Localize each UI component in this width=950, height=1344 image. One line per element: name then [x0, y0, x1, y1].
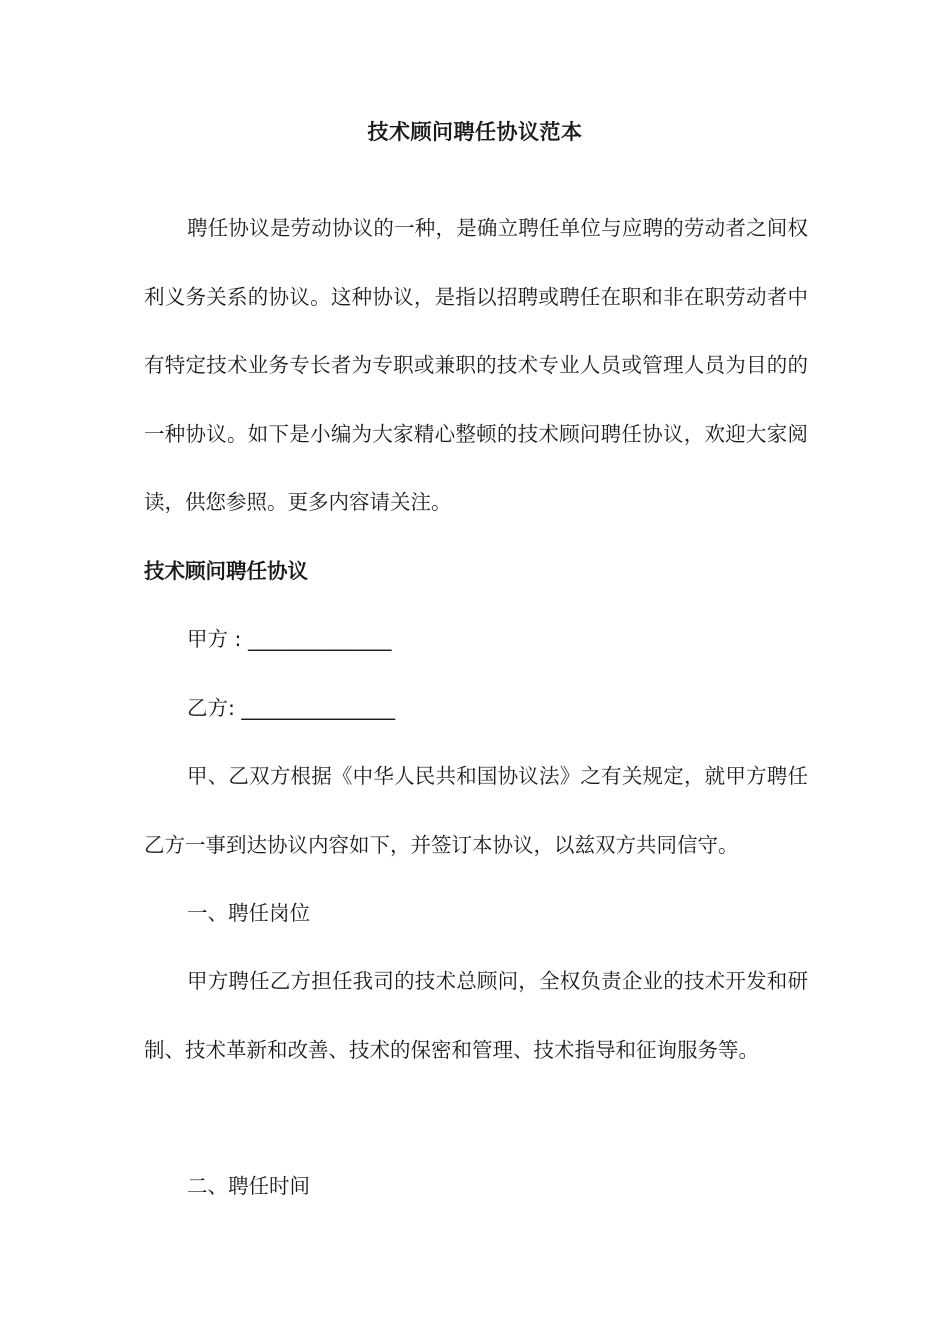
party-a-line: 甲方 : ______________ [187, 627, 392, 651]
intro-paragraph: 聘任协议是劳动协议的一种，是确立聘任单位与应聘的劳动者之间权利义务关系的协议。这种协议，是指以招聘或聘任在职和非在职劳动者中有特定技术业务专长者为专职或兼职的技术专业人员或管理人员为目的的一种协议。如下是小编为大家精心整顿的技术顾问聘任协议，欢迎大家阅读，供您参照。更多内容请关注。 [144, 216, 808, 514]
preamble-paragraph: 甲、乙双方根据《中华人民共和国协议法》之有关规定，就甲方聘任乙方一事到达协议内容如下，并签订本协议，以兹双方共同信守。 [144, 764, 808, 857]
party-b-line: 乙方: _______________ [187, 696, 396, 720]
section-heading: 技术顾问聘任协议 [144, 559, 308, 583]
clause-1-paragraph: 甲方聘任乙方担任我司的技术总顾问，全权负责企业的技术开发和研制、技术革新和改善、技术的保密和管理、技术指导和征询服务等。 [144, 969, 808, 1062]
clause-1-title: 一、聘任岗位 [187, 901, 310, 925]
document-title: 技术顾问聘任协议范本 [367, 120, 583, 144]
clause-2-title: 二、聘任时间 [187, 1174, 310, 1198]
